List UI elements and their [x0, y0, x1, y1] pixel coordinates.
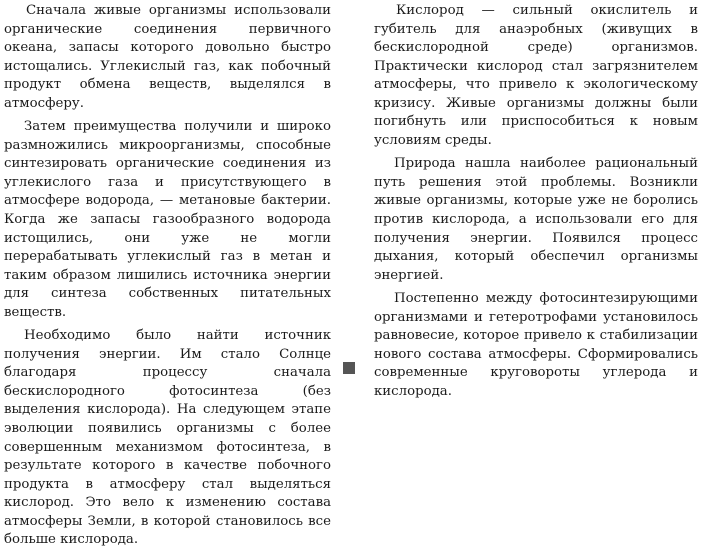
column-separator-square-icon: [343, 362, 355, 374]
right-text-column: [374, 2, 698, 406]
paragraph-equilibrium: Постепенно между фотосинтезирующими организмами и гетеротрофами установилось равновесие, которое привело к стабилизации нового состава атмосферы. Сформировались современные круговороты углерода и кислорода.: [374, 291, 698, 399]
paragraph-photosynthesis: Необходимо было найти источник получения энергии. Им стало Солнце благодаря процессу сначала бескислородного фотосинтеза (без выделения кислорода). На следующем этапе эволюции появились организмы с более совершенным механизмом фотосинтеза, в результате которого в качестве побочного продукта в атмосферу стал выделяться кислород. Это вело к изменению состава атмосферы Земли, в которой становилось все больше кислорода.: [4, 328, 331, 548]
paragraph-respiration: Природа нашла наиболее рациональный путь решения этой проблемы. Возникли живые организмы, которые уже не боролись против кислорода, а использовали его для получения энергии. Появился процесс дыхания, который обеспечил организмы энергией.: [374, 156, 698, 283]
paragraph-organic-compounds: Сначала живые организмы использовали органические соединения первичного океана, запасы которого довольно быстро истощались. Углекислый газ, как побочный продукт обмена веществ, выделялся в атмосферу.: [4, 3, 331, 111]
paragraph-methane-bacteria: Затем преимущества получили и широко размножились микроорганизмы, способные синтезировать органические соединения из углекислого газа и присутствующего в атмосфере водорода, — метановые бактерии. Когда же запасы газообразного водорода истощились, они уже не могли перерабатывать углекислый газ в метан и таким образом лишились источника энергии для синтеза собственных питательных веществ.: [4, 119, 331, 320]
paragraph-oxygen-crisis: Кислород — сильный окислитель и губитель для анаэробных (живущих в бескислородной среде) организмов. Практически кислород стал загрязнителем атмосферы, что привело к экологическому кризису. Живые организмы должны были погибнуть или приспособиться к новым условиям среды.: [374, 3, 698, 148]
left-text-column: [4, 2, 331, 555]
